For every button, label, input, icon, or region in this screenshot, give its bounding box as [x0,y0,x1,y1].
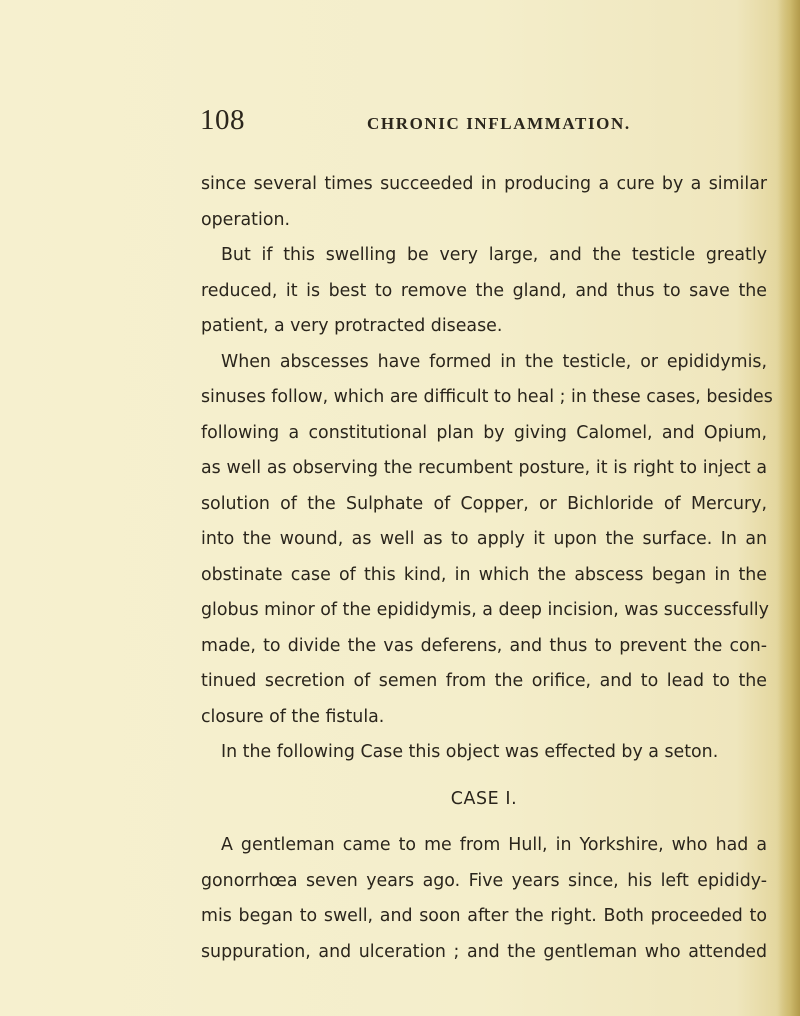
text-line: globus minor of the epididymis, a deep incision, was successfully [201,600,769,620]
text-line: mis began to swell, and soon after the right. Both proceeded to [201,906,767,926]
text-line: patient, a very protracted disease. [201,316,503,336]
text-line: suppuration, and ulceration ; and the gentleman who attended [201,941,767,962]
text-line: since several times succeeded in producing a cure by a similar [201,174,767,194]
paragraph-start-line: When abscesses have formed in the testicle, or epididymis, [221,351,767,372]
text-line: obstinate case of this kind, in which the abscess began in the [201,564,767,585]
text-line: solution of the Sulphate of Copper, or Bichloride of Mercury, [201,493,767,514]
page-number: 108 [200,104,245,136]
paragraph-start-line: In the following Case this object was effected by a seton. [221,742,719,762]
text-line: as well as observing the recumbent posture, it is right to inject a [201,458,767,478]
spacer [201,771,767,782]
running-head [200,104,790,138]
spacer [201,817,767,828]
text-line: following a constitutional plan by giving Calomel, and Opium, [201,422,767,443]
text-line: closure of the fistula. [201,706,385,727]
text-line: tinued secretion of semen from the orifice, and to lead to the [201,671,767,691]
text-line: sinuses follow, which are difficult to heal ; in these cases, besides [201,387,773,407]
text-line: operation. [201,209,291,230]
running-title: CHRONIC INFLAMMATION. [367,114,631,133]
text-line: made, to divide the vas deferens, and thus to prevent the con- [201,635,767,656]
paragraph-start-line: But if this swelling be very large, and the testicle greatly [221,245,767,265]
case-heading: CASE I. [450,788,518,809]
paragraph-start-line: A gentleman came to me from Hull, in Yorkshire, who had a [221,835,767,855]
text-line: into the wound, as well as to apply it upon the surface. In an [201,529,767,549]
text-line: gonorrhœa seven years ago. Five years since, his left epididy- [201,870,767,891]
page-edge-shadow [778,0,800,1016]
body-text [201,167,773,970]
text-line: reduced, it is best to remove the gland, and thus to save the [201,280,767,301]
